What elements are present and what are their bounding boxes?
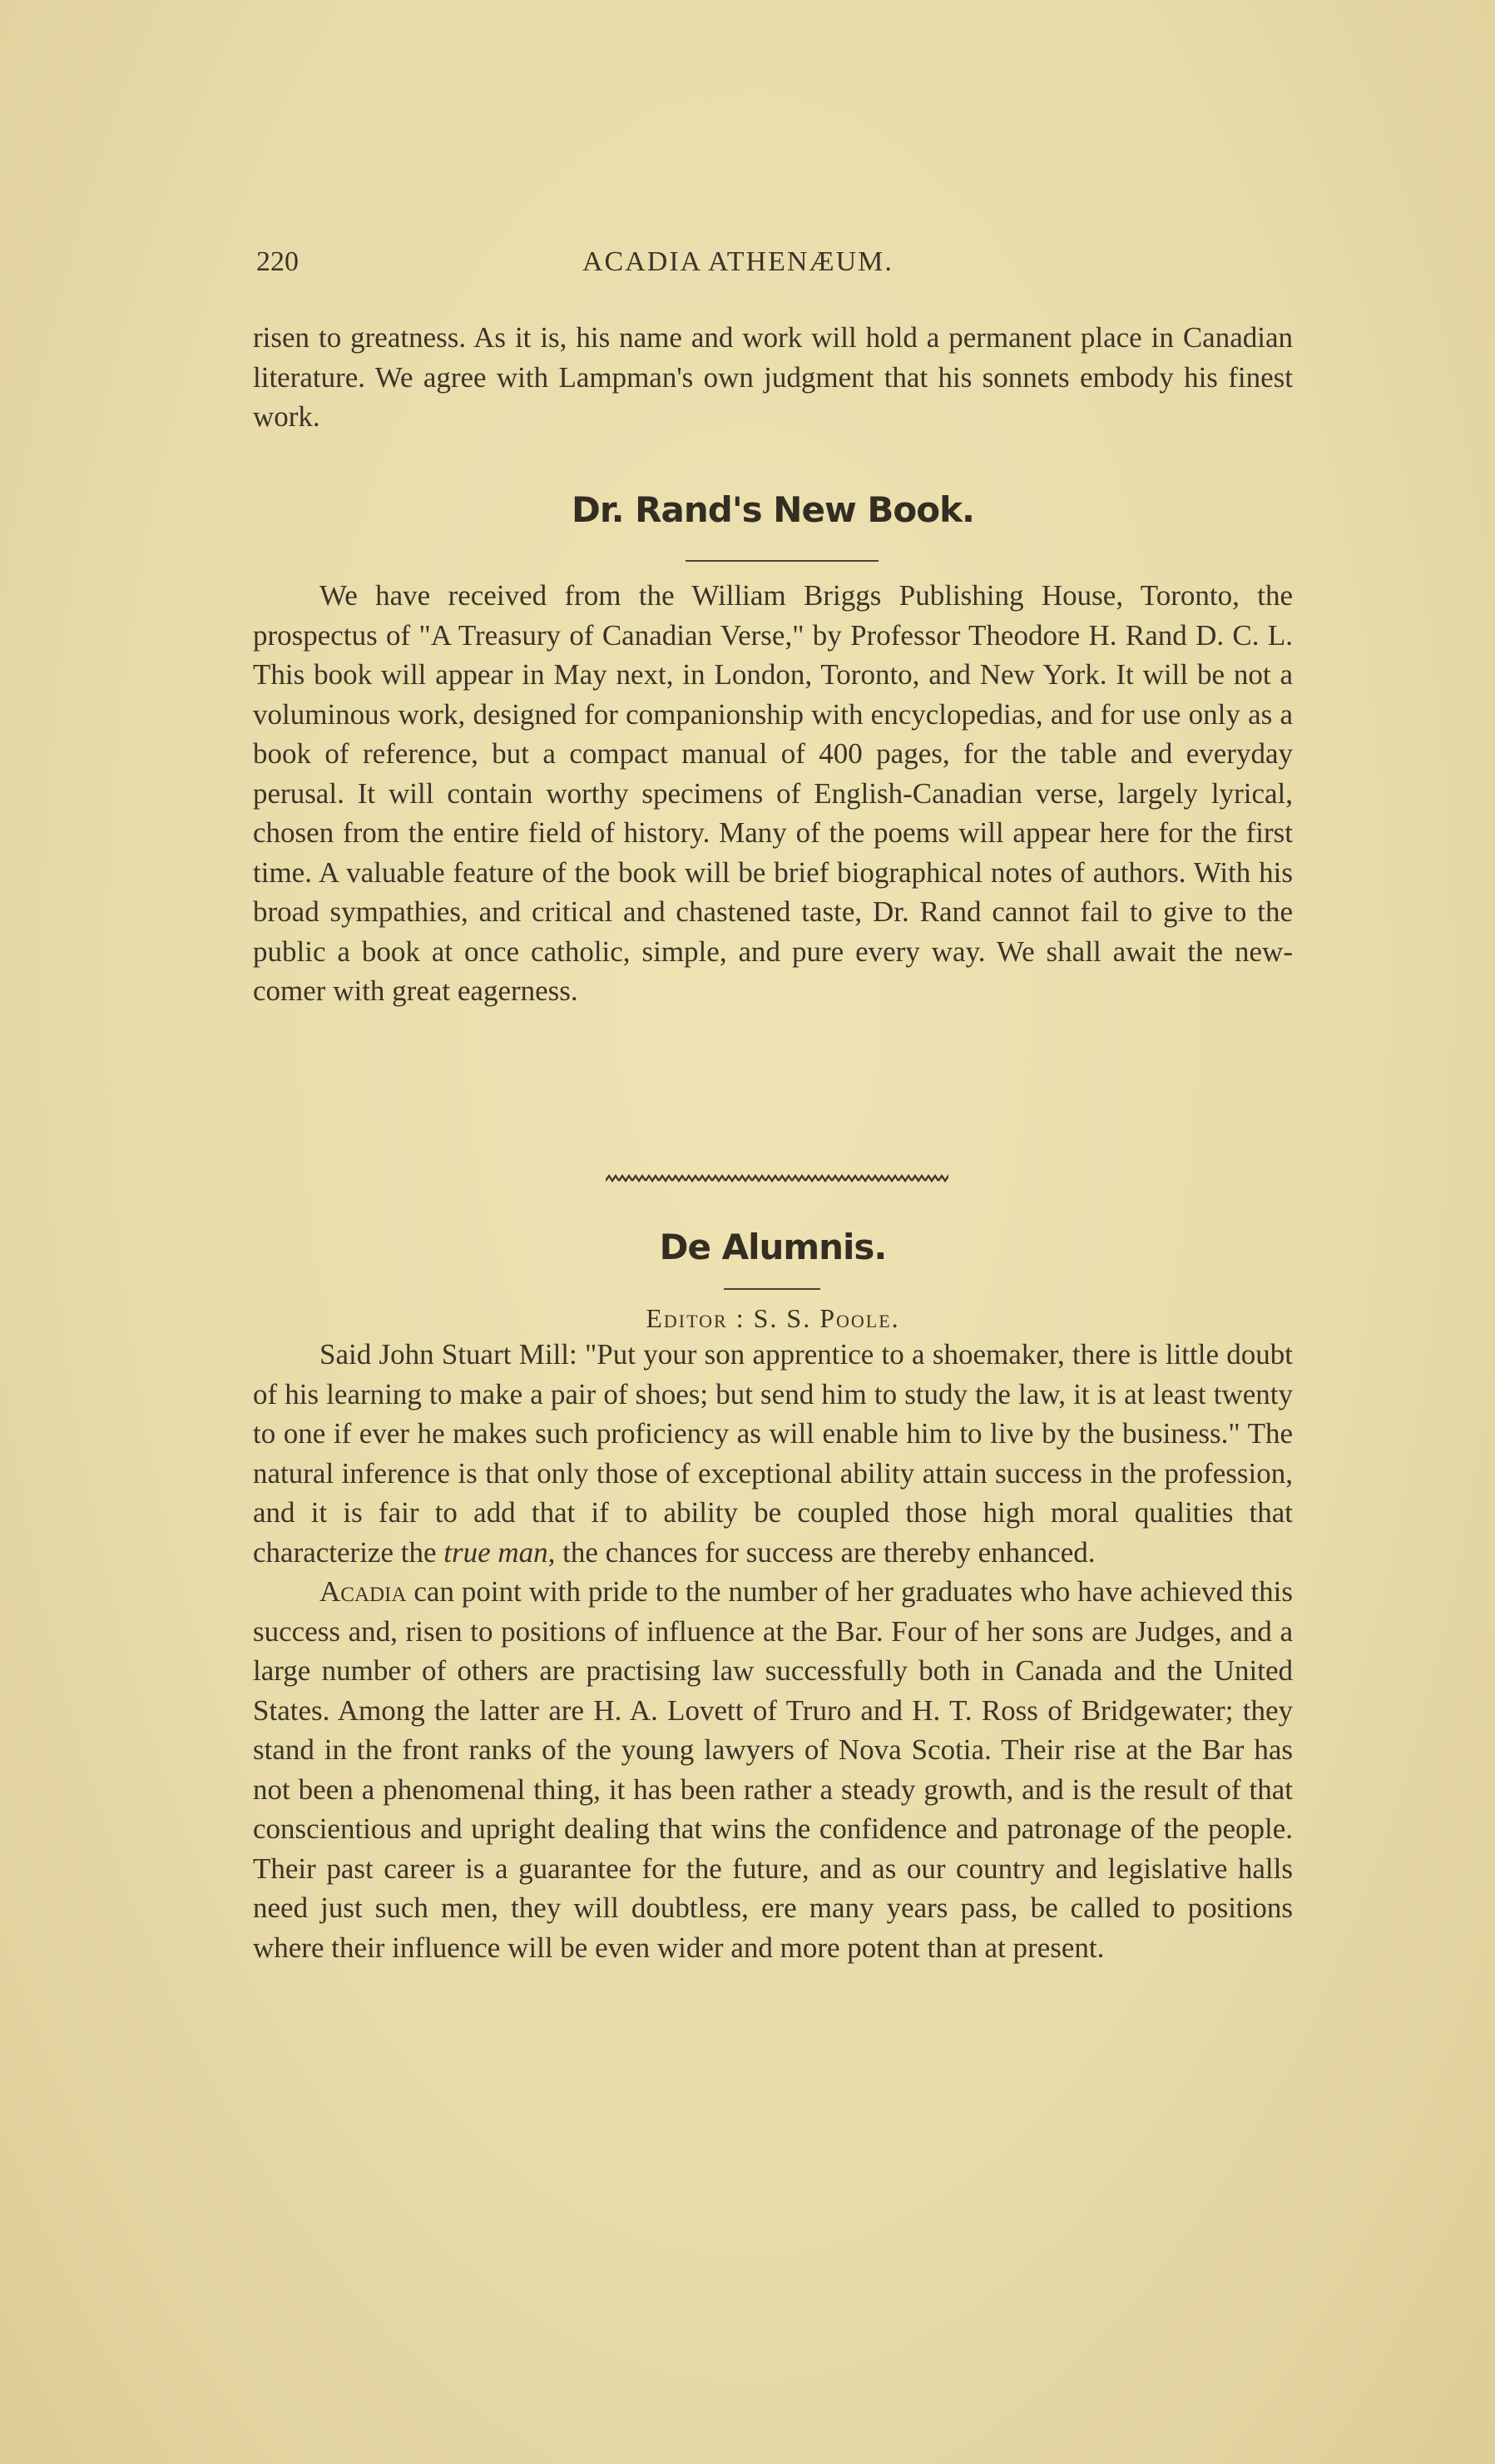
rand-book-article: [253, 576, 1293, 1011]
running-head: ACADIA ATHENÆUM.: [582, 246, 894, 277]
intro-paragraph: risen to greatness. As it is, his name and work will hold a permanent place in Canadian literature. We agree with Lampman's own judgment that his sonnets embody his finest work.: [253, 321, 1293, 433]
de-alumnis-article: [253, 1335, 1293, 1967]
alumnis-paragraph-2: [253, 1572, 1293, 1967]
section-title-rand-book: Dr. Rand's New Book.: [572, 489, 974, 530]
rand-book-paragraph: We have received from the William Briggs Publishing House, Toronto, the prospectus of "A Treasury of Canadian Verse," by Professor Theodore H. Rand D. C. L. This book will appear in May next, in London, Toronto, and New York. It will be not a voluminous work, designed for companionship with encyclopedias, and for use only as a book of reference, but a compact manual of 400 pages, for the table and everyday perusal. It will contain worthy specimens of English-Canadian verse, largely lyrical, chosen from the entire field of history. Many of the poems will appear here for the first time. A valuable feature of the book will be brief biographical notes of authors. With his broad sympathies, and critical and chastened taste, Dr. Rand cannot fail to give to the public a book at once catholic, simple, and pure every way. We shall await the new-comer with great eagerness.: [253, 579, 1293, 1007]
section-divider-ornament: [606, 1173, 948, 1183]
page-header: [256, 246, 1288, 288]
page-number: 220: [256, 246, 299, 277]
alumnis-p2-text: can point with pride to the number of her graduates who have achieved this success and, risen to positions of influence at the Bar. Four of her sons are Judges, and a large number of others are practising law successfully both in Canada and the United States. Among the latter are H. A. Lovett of Truro and H. T. Ross of Bridgewater; they stand in the front ranks of the young lawyers of Nova Scotia. Their rise at the Bar has not been a phenomenal thing, it has been rather a steady growth, and is the result of that conscientious and upright dealing that wins the confidence and patronage of the people. Their past career is a guarantee for the future, and as our country and legislative halls need just such men, they will doubtless, ere many years pass, be called to positions where their influence will be even wider and more potent than at present.: [253, 1575, 1294, 1964]
alumnis-p1-text: Said John Stuart Mill: "Put your son apprentice to a shoemaker, there is little doubt of his learning to make a pair of shoes; but send him to study the law, it is at least twenty to one if ever he makes such proficiency as will enable him to live by the business." The natural inference is that only those of exceptional ability attain success in the profession, and it is fair to add that if to ability be coupled those high moral qualities that characterize the: [253, 1338, 1293, 1569]
intro-paragraph-block: [253, 318, 1293, 437]
section-editor-line: Editor : S. S. Poole.: [646, 1303, 900, 1333]
title-rule: [686, 560, 879, 562]
alumnis-p1-italic: true man,: [443, 1535, 556, 1569]
alumnis-p1-tail: the chances for success are thereby enhanced.: [562, 1535, 1096, 1569]
section-title-de-alumnis: De Alumnis.: [659, 1227, 887, 1267]
title-rule-alumnis: [724, 1288, 820, 1290]
alumnis-paragraph-1: [253, 1335, 1293, 1572]
alumnis-p2-lead: Acadia: [319, 1575, 407, 1608]
